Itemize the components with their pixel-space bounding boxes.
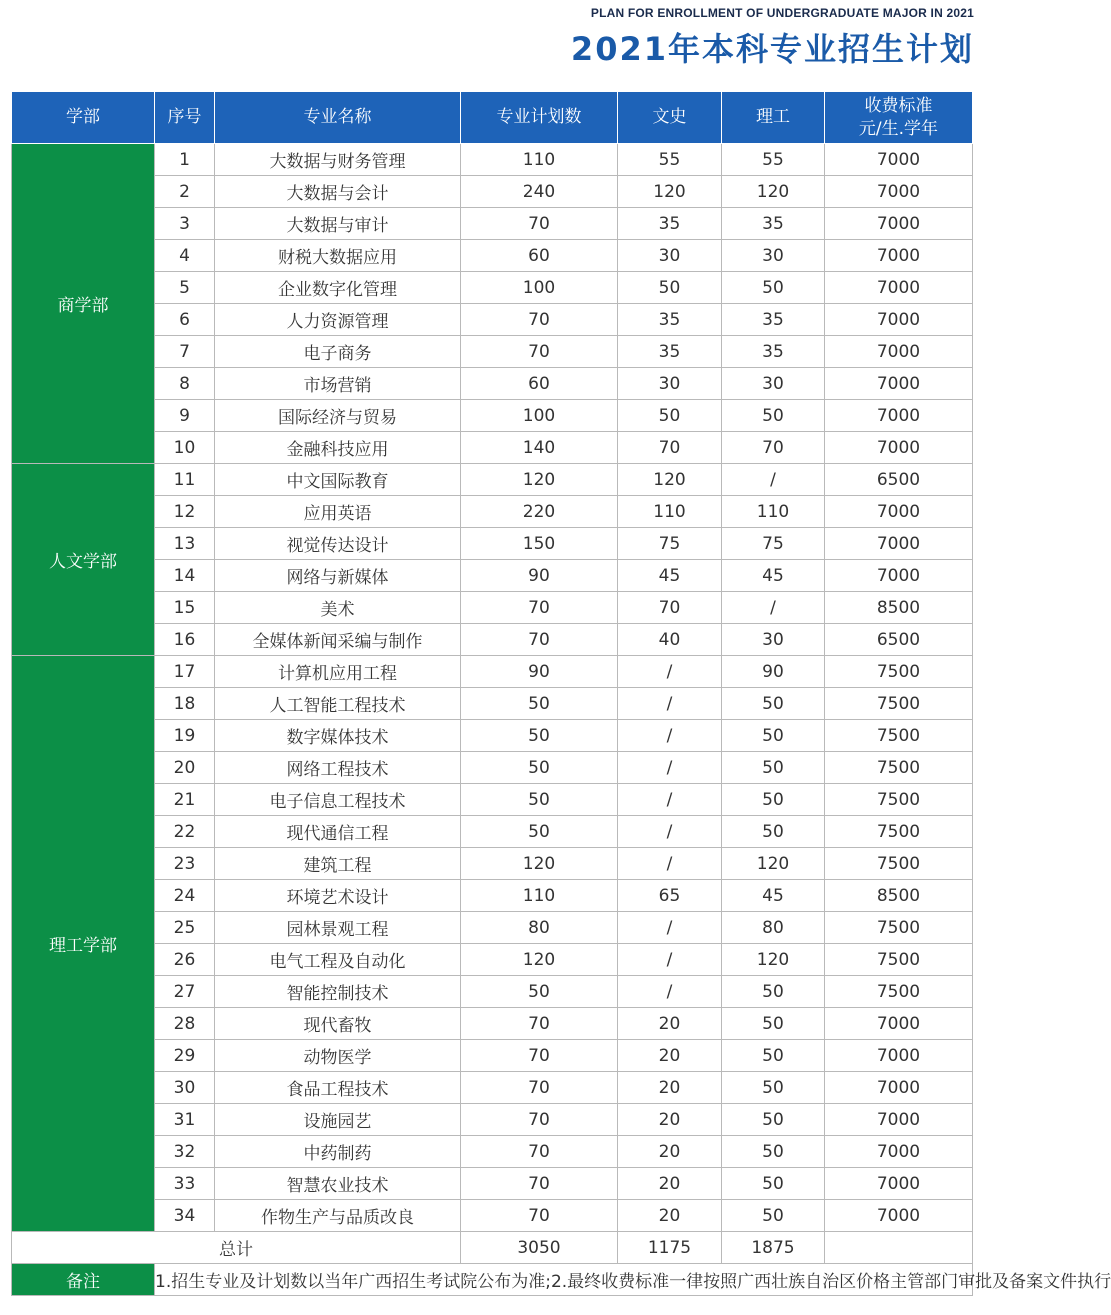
row-no: 25 [155, 912, 215, 944]
row-no: 5 [155, 272, 215, 304]
table-row [12, 880, 973, 912]
row-arts: 20 [618, 1040, 722, 1072]
row-plan: 70 [461, 1040, 618, 1072]
row-plan: 240 [461, 176, 618, 208]
row-arts: 55 [618, 144, 722, 176]
row-fee: 7000 [825, 208, 973, 240]
row-sci: 50 [722, 816, 825, 848]
row-no: 21 [155, 784, 215, 816]
row-no: 19 [155, 720, 215, 752]
row-sci: 45 [722, 560, 825, 592]
row-no: 12 [155, 496, 215, 528]
table-row [12, 1072, 973, 1104]
row-sci: 120 [722, 848, 825, 880]
header-no: 序号 [155, 92, 215, 144]
row-arts: / [618, 752, 722, 784]
row-sci: 35 [722, 208, 825, 240]
row-arts: 50 [618, 400, 722, 432]
row-sci: 50 [722, 1072, 825, 1104]
row-major: 市场营销 [215, 368, 461, 400]
row-arts: 40 [618, 624, 722, 656]
row-major: 现代畜牧 [215, 1008, 461, 1040]
row-plan: 70 [461, 1008, 618, 1040]
table-row [12, 624, 973, 656]
row-sci: 120 [722, 176, 825, 208]
row-fee: 7000 [825, 496, 973, 528]
row-sci: 50 [722, 1168, 825, 1200]
row-arts: 35 [618, 304, 722, 336]
row-sci: 50 [722, 400, 825, 432]
row-sci: 50 [722, 1104, 825, 1136]
row-plan: 70 [461, 1200, 618, 1232]
header-fee-line1: 收费标准 [864, 95, 933, 116]
row-no: 7 [155, 336, 215, 368]
row-no: 11 [155, 464, 215, 496]
row-arts: / [618, 720, 722, 752]
table-row [12, 592, 973, 624]
row-no: 14 [155, 560, 215, 592]
row-fee: 7000 [825, 1104, 973, 1136]
row-arts: 20 [618, 1168, 722, 1200]
row-fee: 7000 [825, 368, 973, 400]
row-fee: 7500 [825, 752, 973, 784]
table-row [12, 336, 973, 368]
row-arts: 70 [618, 432, 722, 464]
header-arts: 文史 [618, 92, 722, 144]
row-plan: 70 [461, 304, 618, 336]
row-arts: / [618, 944, 722, 976]
row-no: 30 [155, 1072, 215, 1104]
table-row [12, 560, 973, 592]
row-arts: / [618, 656, 722, 688]
row-sci: 30 [722, 368, 825, 400]
row-fee: 7000 [825, 1200, 973, 1232]
table-row [12, 1104, 973, 1136]
table-row [12, 368, 973, 400]
row-plan: 50 [461, 976, 618, 1008]
row-sci: 35 [722, 304, 825, 336]
total-fee [825, 1232, 973, 1264]
total-arts: 1175 [618, 1232, 722, 1264]
row-major: 网络与新媒体 [215, 560, 461, 592]
total-row [12, 1232, 973, 1264]
row-sci: 50 [722, 976, 825, 1008]
table-row [12, 912, 973, 944]
row-plan: 140 [461, 432, 618, 464]
row-fee: 7500 [825, 784, 973, 816]
enrollment-table [11, 91, 1111, 1296]
row-plan: 110 [461, 144, 618, 176]
row-no: 13 [155, 528, 215, 560]
row-major: 电子商务 [215, 336, 461, 368]
row-sci: 30 [722, 624, 825, 656]
row-plan: 50 [461, 752, 618, 784]
row-sci: 50 [722, 688, 825, 720]
table-row [12, 528, 973, 560]
note-text: 1.招生专业及计划数以当年广西招生考试院公布为准;2.最终收费标准一律按照广西壮族自治区价格主管部门审批及备案文件执行 [155, 1264, 973, 1296]
row-plan: 80 [461, 912, 618, 944]
table-row [12, 720, 973, 752]
row-arts: / [618, 688, 722, 720]
row-major: 环境艺术设计 [215, 880, 461, 912]
row-sci: 50 [722, 1136, 825, 1168]
row-fee: 7500 [825, 816, 973, 848]
row-plan: 120 [461, 848, 618, 880]
row-no: 26 [155, 944, 215, 976]
row-fee: 7500 [825, 944, 973, 976]
row-no: 18 [155, 688, 215, 720]
row-sci: 35 [722, 336, 825, 368]
row-fee: 7500 [825, 656, 973, 688]
row-sci: 50 [722, 1008, 825, 1040]
row-major: 智慧农业技术 [215, 1168, 461, 1200]
table-row [12, 144, 973, 176]
header-fee-line2: 元/生.学年 [858, 118, 939, 139]
row-no: 20 [155, 752, 215, 784]
table-row [12, 1136, 973, 1168]
row-fee: 7000 [825, 432, 973, 464]
row-sci: 110 [722, 496, 825, 528]
row-no: 8 [155, 368, 215, 400]
row-no: 3 [155, 208, 215, 240]
row-major: 智能控制技术 [215, 976, 461, 1008]
row-major: 大数据与审计 [215, 208, 461, 240]
page-subtitle: PLAN FOR ENROLLMENT OF UNDERGRADUATE MAJOR IN 2021 [590, 6, 974, 20]
row-no: 15 [155, 592, 215, 624]
note-label: 备注 [12, 1264, 155, 1296]
row-no: 28 [155, 1008, 215, 1040]
row-plan: 90 [461, 656, 618, 688]
row-major: 全媒体新闻采编与制作 [215, 624, 461, 656]
row-fee: 7000 [825, 1136, 973, 1168]
row-plan: 60 [461, 240, 618, 272]
row-fee: 7000 [825, 1008, 973, 1040]
row-sci: 90 [722, 656, 825, 688]
row-major: 人力资源管理 [215, 304, 461, 336]
table-row [12, 976, 973, 1008]
table-row [12, 464, 973, 496]
row-arts: / [618, 976, 722, 1008]
row-fee: 6500 [825, 464, 973, 496]
table-row [12, 784, 973, 816]
row-major: 园林景观工程 [215, 912, 461, 944]
table-row [12, 400, 973, 432]
row-arts: 30 [618, 240, 722, 272]
row-major: 食品工程技术 [215, 1072, 461, 1104]
row-plan: 70 [461, 624, 618, 656]
row-no: 27 [155, 976, 215, 1008]
row-arts: 20 [618, 1072, 722, 1104]
row-arts: 20 [618, 1008, 722, 1040]
page-title: 2021年本科专业招生计划 [570, 30, 974, 68]
row-fee: 7000 [825, 336, 973, 368]
row-arts: 30 [618, 368, 722, 400]
row-major: 人工智能工程技术 [215, 688, 461, 720]
row-major: 中文国际教育 [215, 464, 461, 496]
row-plan: 50 [461, 784, 618, 816]
row-fee: 7000 [825, 240, 973, 272]
total-label: 总计 [12, 1232, 461, 1264]
row-arts: / [618, 848, 722, 880]
total-plan: 3050 [461, 1232, 618, 1264]
row-major: 企业数字化管理 [215, 272, 461, 304]
row-plan: 70 [461, 592, 618, 624]
row-major: 电子信息工程技术 [215, 784, 461, 816]
row-sci: 50 [722, 752, 825, 784]
row-no: 33 [155, 1168, 215, 1200]
row-fee: 7000 [825, 1072, 973, 1104]
row-plan: 100 [461, 400, 618, 432]
table-row [12, 240, 973, 272]
row-arts: 20 [618, 1136, 722, 1168]
row-no: 10 [155, 432, 215, 464]
table-row [12, 496, 973, 528]
row-plan: 90 [461, 560, 618, 592]
row-no: 23 [155, 848, 215, 880]
dept-cell: 理工学部 [12, 656, 155, 1232]
row-major: 大数据与财务管理 [215, 144, 461, 176]
row-arts: 35 [618, 336, 722, 368]
row-fee: 7500 [825, 976, 973, 1008]
row-major: 动物医学 [215, 1040, 461, 1072]
dept-cell: 商学部 [12, 144, 155, 464]
table-row [12, 752, 973, 784]
row-fee: 7000 [825, 176, 973, 208]
row-major: 视觉传达设计 [215, 528, 461, 560]
table-row [12, 1040, 973, 1072]
table-row [12, 272, 973, 304]
row-arts: 20 [618, 1200, 722, 1232]
table-row [12, 432, 973, 464]
row-major: 电气工程及自动化 [215, 944, 461, 976]
row-major: 数字媒体技术 [215, 720, 461, 752]
table-row [12, 304, 973, 336]
row-sci: / [722, 592, 825, 624]
row-plan: 70 [461, 208, 618, 240]
table-row [12, 816, 973, 848]
row-sci: 50 [722, 272, 825, 304]
row-sci: 50 [722, 1040, 825, 1072]
row-plan: 50 [461, 816, 618, 848]
row-major: 应用英语 [215, 496, 461, 528]
row-major: 大数据与会计 [215, 176, 461, 208]
row-sci: 50 [722, 784, 825, 816]
row-no: 4 [155, 240, 215, 272]
table-row [12, 656, 973, 688]
table-body [12, 144, 1111, 1296]
row-no: 9 [155, 400, 215, 432]
row-arts: / [618, 784, 722, 816]
row-plan: 50 [461, 688, 618, 720]
row-fee: 7000 [825, 1040, 973, 1072]
row-plan: 70 [461, 336, 618, 368]
note-row [12, 1264, 973, 1296]
row-arts: 120 [618, 464, 722, 496]
row-fee: 7500 [825, 688, 973, 720]
row-plan: 70 [461, 1168, 618, 1200]
row-sci: 70 [722, 432, 825, 464]
header-sci: 理工 [722, 92, 825, 144]
row-sci: 50 [722, 1200, 825, 1232]
row-plan: 100 [461, 272, 618, 304]
row-arts: / [618, 816, 722, 848]
row-no: 34 [155, 1200, 215, 1232]
table-row [12, 1008, 973, 1040]
row-plan: 110 [461, 880, 618, 912]
row-no: 6 [155, 304, 215, 336]
row-major: 现代通信工程 [215, 816, 461, 848]
total-sci: 1875 [722, 1232, 825, 1264]
row-plan: 70 [461, 1104, 618, 1136]
row-arts: 120 [618, 176, 722, 208]
row-major: 设施园艺 [215, 1104, 461, 1136]
table-row [12, 688, 973, 720]
row-fee: 8500 [825, 592, 973, 624]
row-no: 1 [155, 144, 215, 176]
row-fee: 7000 [825, 304, 973, 336]
row-sci: 80 [722, 912, 825, 944]
row-arts: 35 [618, 208, 722, 240]
row-fee: 7000 [825, 144, 973, 176]
row-fee: 7000 [825, 560, 973, 592]
row-fee: 7000 [825, 400, 973, 432]
row-no: 24 [155, 880, 215, 912]
row-plan: 120 [461, 464, 618, 496]
row-sci: 55 [722, 144, 825, 176]
table-row [12, 1200, 973, 1232]
row-plan: 150 [461, 528, 618, 560]
row-arts: 75 [618, 528, 722, 560]
row-sci: 30 [722, 240, 825, 272]
row-no: 2 [155, 176, 215, 208]
row-no: 32 [155, 1136, 215, 1168]
row-arts: 45 [618, 560, 722, 592]
row-plan: 220 [461, 496, 618, 528]
row-plan: 70 [461, 1136, 618, 1168]
row-arts: 65 [618, 880, 722, 912]
row-fee: 6500 [825, 624, 973, 656]
table-header-row [12, 92, 973, 144]
table-row [12, 208, 973, 240]
row-arts: / [618, 912, 722, 944]
row-plan: 120 [461, 944, 618, 976]
row-major: 国际经济与贸易 [215, 400, 461, 432]
row-arts: 20 [618, 1104, 722, 1136]
row-fee: 7000 [825, 1168, 973, 1200]
row-no: 31 [155, 1104, 215, 1136]
table-row [12, 944, 973, 976]
table-row [12, 848, 973, 880]
row-fee: 7500 [825, 848, 973, 880]
row-arts: 110 [618, 496, 722, 528]
table-row [12, 176, 973, 208]
row-major: 作物生产与品质改良 [215, 1200, 461, 1232]
row-no: 17 [155, 656, 215, 688]
row-arts: 70 [618, 592, 722, 624]
row-major: 计算机应用工程 [215, 656, 461, 688]
row-sci: 50 [722, 720, 825, 752]
row-fee: 7500 [825, 720, 973, 752]
row-major: 中药制药 [215, 1136, 461, 1168]
row-major: 建筑工程 [215, 848, 461, 880]
header-major: 专业名称 [215, 92, 461, 144]
row-major: 金融科技应用 [215, 432, 461, 464]
row-fee: 7500 [825, 912, 973, 944]
row-plan: 60 [461, 368, 618, 400]
dept-cell: 人文学部 [12, 464, 155, 656]
row-fee: 8500 [825, 880, 973, 912]
page-header [571, 0, 974, 70]
row-sci: 45 [722, 880, 825, 912]
row-sci: / [722, 464, 825, 496]
row-no: 16 [155, 624, 215, 656]
row-no: 22 [155, 816, 215, 848]
row-major: 财税大数据应用 [215, 240, 461, 272]
row-major: 美术 [215, 592, 461, 624]
row-plan: 50 [461, 720, 618, 752]
header-fee [825, 92, 973, 144]
row-fee: 7000 [825, 272, 973, 304]
row-plan: 70 [461, 1072, 618, 1104]
row-arts: 50 [618, 272, 722, 304]
row-no: 29 [155, 1040, 215, 1072]
row-sci: 120 [722, 944, 825, 976]
header-dept: 学部 [12, 92, 155, 144]
header-plan: 专业计划数 [461, 92, 618, 144]
row-fee: 7000 [825, 528, 973, 560]
row-major: 网络工程技术 [215, 752, 461, 784]
table-row [12, 1168, 973, 1200]
row-sci: 75 [722, 528, 825, 560]
